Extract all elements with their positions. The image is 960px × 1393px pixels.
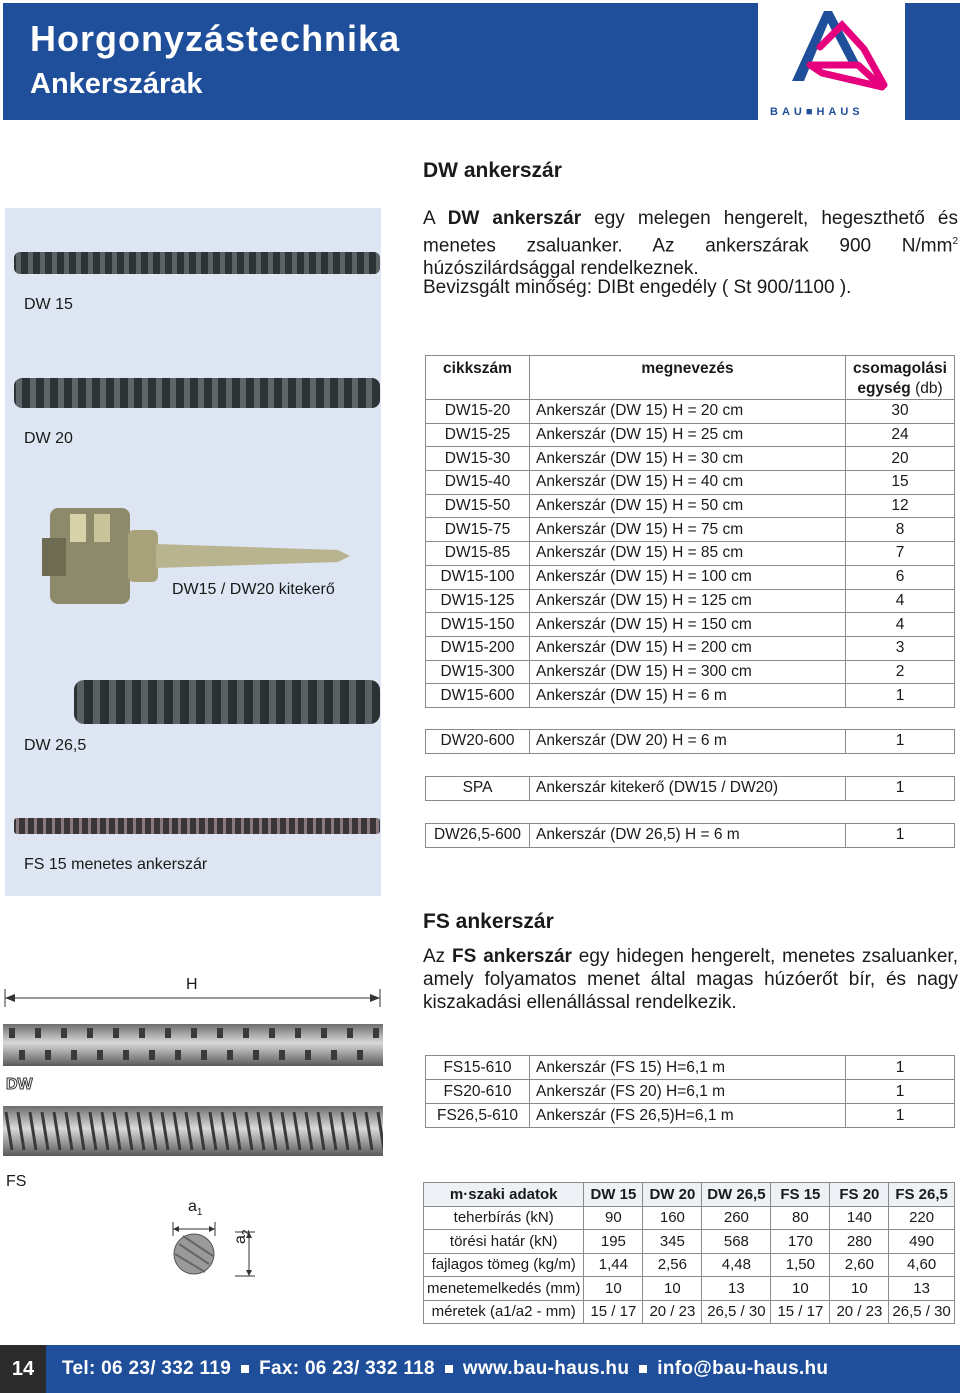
a1-letter: a (188, 1198, 197, 1215)
cell-code: DW15-20 (426, 400, 530, 424)
separator-icon (445, 1365, 453, 1373)
tech-cell: 10 (771, 1277, 830, 1301)
tech-cell: 10 (643, 1277, 702, 1301)
tech-cell: 170 (771, 1230, 830, 1254)
tech-cell: 2,60 (830, 1253, 889, 1277)
dw20-bar-image (14, 374, 380, 414)
header-qty-2: egység (857, 379, 911, 397)
fs-desc-lead: Az (423, 946, 453, 967)
footer-fax: Fax: 06 23/ 332 118 (259, 1358, 435, 1379)
table-row (426, 518, 955, 542)
bauhaus-logo-text: BAU■HAUS (770, 106, 864, 118)
tech-row (424, 1206, 955, 1230)
table-row (426, 542, 955, 566)
header-name: megnevezés (530, 356, 846, 400)
a2-label (232, 1230, 252, 1244)
tech-cell: 4,48 (702, 1253, 771, 1277)
dw-desc-rest2: húzószilárdsággal rendelkeznek. (423, 258, 699, 280)
header-qty-3: (db) (910, 379, 943, 397)
tech-cell: 2,56 (643, 1253, 702, 1277)
cell-name: Ankerszár (DW 20) H = 6 m (530, 730, 846, 754)
page-subtitle: Ankerszárak (30, 68, 203, 100)
cell-qty: 24 (846, 423, 955, 447)
cell-code: DW15-40 (426, 471, 530, 495)
tech-cell: 1,50 (771, 1253, 830, 1277)
tech-label-text: méretek (431, 1303, 486, 1321)
a2-sub: 2 (241, 1229, 253, 1236)
cell-code: DW15-200 (426, 636, 530, 660)
cell-qty: 6 (846, 565, 955, 589)
dw15-bar-image (14, 244, 380, 284)
tech-cell: 140 (830, 1206, 889, 1230)
dw-table-body (426, 400, 955, 708)
fs-diagram-label: FS (6, 1173, 27, 1190)
tech-row-label (424, 1206, 584, 1230)
tech-row-label (424, 1300, 584, 1324)
cell-code: FS20-610 (426, 1080, 530, 1104)
footer-email[interactable]: info@bau-haus.hu (657, 1358, 829, 1379)
dw-description (423, 207, 958, 280)
cell-name: Ankerszár (DW 15) H = 40 cm (530, 471, 846, 495)
fs-product-table (425, 1055, 955, 1128)
fs-description (423, 945, 958, 1014)
tech-header-label: m·szaki adatok (424, 1183, 584, 1207)
tech-data-table (423, 1182, 955, 1324)
spa-table (425, 776, 955, 801)
tech-header-col: DW 26,5 (702, 1183, 771, 1207)
cell-code: DW15-125 (426, 589, 530, 613)
puller-label: DW15 / DW20 kitekerő (172, 581, 335, 598)
cell-name: Ankerszár (DW 15) H = 150 cm (530, 613, 846, 637)
cell-name: Ankerszár (FS 20) H=6,1 m (530, 1080, 846, 1104)
fs-desc-bold: FS ankerszár (452, 946, 572, 967)
cell-name: Ankerszár (DW 15) H = 20 cm (530, 400, 846, 424)
table-row (426, 636, 955, 660)
tech-label-text: törési határ (449, 1232, 525, 1250)
tech-table-body (424, 1206, 955, 1324)
tech-cell: 345 (643, 1230, 702, 1254)
h-dimension-label: H (186, 976, 198, 993)
cell-code: DW20-600 (426, 730, 530, 754)
tech-cell: 195 (584, 1230, 643, 1254)
tech-header-col: FS 20 (830, 1183, 889, 1207)
tech-row (424, 1253, 955, 1277)
table-header-row (426, 356, 955, 400)
tech-row (424, 1300, 955, 1324)
tech-row-label (424, 1253, 584, 1277)
footer-contact (62, 1358, 828, 1380)
cross-section-diagram (165, 1216, 265, 1282)
header-qty-1: csomagolási (853, 359, 947, 377)
dw20-label: DW 20 (24, 430, 73, 447)
page-number: 14 (0, 1345, 46, 1393)
fs15-label: FS 15 menetes ankerszár (24, 856, 208, 873)
tech-label-text: menetemelkedés (427, 1279, 542, 1297)
cell-qty: 30 (846, 400, 955, 424)
tech-header-col: FS 15 (771, 1183, 830, 1207)
table-row (426, 589, 955, 613)
tech-cell: 260 (702, 1206, 771, 1230)
cell-qty: 1 (846, 1104, 955, 1128)
cell-name: Ankerszár (DW 26,5) H = 6 m (530, 824, 846, 848)
dw-desc-lead: A (423, 208, 448, 229)
bauhaus-logo-icon (762, 3, 902, 103)
cell-name: Ankerszár (DW 15) H = 100 cm (530, 565, 846, 589)
cell-name: Ankerszár (DW 15) H = 75 cm (530, 518, 846, 542)
dw265-label: DW 26,5 (24, 737, 87, 754)
tech-header-row (424, 1183, 955, 1207)
footer-web[interactable]: www.bau-haus.hu (462, 1358, 630, 1379)
tech-label-unit: (mm) (541, 1279, 581, 1297)
tech-label-text: teherbírás (453, 1209, 522, 1227)
tech-cell: 10 (584, 1277, 643, 1301)
cell-qty: 2 (846, 660, 955, 684)
tech-cell: 1,44 (584, 1253, 643, 1277)
table-row (426, 565, 955, 589)
tech-cell: 220 (889, 1206, 954, 1230)
cell-qty: 1 (846, 1080, 955, 1104)
fs15-bar-image (14, 812, 380, 840)
dw-desc-bold: DW ankerszár (447, 208, 582, 229)
cell-name: Ankerszár (FS 26,5)H=6,1 m (530, 1104, 846, 1128)
cell-qty: 4 (846, 589, 955, 613)
cell-code: DW15-85 (426, 542, 530, 566)
header-qty (846, 356, 955, 400)
cell-qty: 8 (846, 518, 955, 542)
cell-code: DW15-25 (426, 423, 530, 447)
bauhaus-logo (762, 3, 902, 120)
table-row (426, 1080, 955, 1104)
cell-name: Ankerszár (DW 15) H = 85 cm (530, 542, 846, 566)
cell-name: Ankerszár (DW 15) H = 50 cm (530, 494, 846, 518)
tech-label-unit: (kN) (524, 1232, 558, 1250)
cell-qty: 1 (846, 730, 955, 754)
tech-cell: 13 (702, 1277, 771, 1301)
tech-label-unit: (kN) (521, 1209, 554, 1227)
tech-header-col: DW 20 (643, 1183, 702, 1207)
tech-cell: 280 (830, 1230, 889, 1254)
fs-section-heading: FS ankerszár (423, 910, 554, 933)
cell-qty: 1 (846, 824, 955, 848)
table-row (426, 494, 955, 518)
tech-cell: 4,60 (889, 1253, 954, 1277)
header-code: cikkszám (426, 356, 530, 400)
cell-qty: 3 (846, 636, 955, 660)
dw265-table (425, 823, 955, 848)
tech-cell: 568 (702, 1230, 771, 1254)
table-row (426, 613, 955, 637)
cell-qty: 20 (846, 447, 955, 471)
tech-header-col: FS 26,5 (889, 1183, 954, 1207)
cell-name: Ankerszár (DW 15) H = 6 m (530, 684, 846, 708)
cell-qty: 7 (846, 542, 955, 566)
fs-table-body (426, 1056, 955, 1128)
dw20-table (425, 729, 955, 754)
table-row (426, 824, 955, 848)
cell-qty: 15 (846, 471, 955, 495)
cell-name: Ankerszár (DW 15) H = 125 cm (530, 589, 846, 613)
separator-icon (639, 1365, 647, 1373)
cell-qty: 1 (846, 684, 955, 708)
table-row (426, 777, 955, 801)
tech-row (424, 1277, 955, 1301)
tech-cell: 26,5 / 30 (889, 1300, 954, 1324)
cell-qty: 1 (846, 777, 955, 801)
tech-label-unit: (a1/a2 - mm) (485, 1303, 576, 1321)
tech-cell: 13 (889, 1277, 954, 1301)
table-row (426, 423, 955, 447)
h-dimension-arrow (3, 985, 383, 1009)
cell-name: Ankerszár (FS 15) H=6,1 m (530, 1056, 846, 1080)
cell-qty: 12 (846, 494, 955, 518)
a2-letter: a (232, 1235, 249, 1244)
a1-sub: 1 (196, 1207, 203, 1219)
cell-code: DW15-100 (426, 565, 530, 589)
cell-qty: 4 (846, 613, 955, 637)
dw-quality-text: Bevizsgált minőség: DIBt engedély ( St 900/1100 ). (423, 277, 852, 298)
cell-name: Ankerszár (DW 15) H = 30 cm (530, 447, 846, 471)
cell-qty: 1 (846, 1056, 955, 1080)
footer-tel: Tel: 06 23/ 332 119 (62, 1358, 232, 1379)
dw-diagram-label: DW (6, 1076, 33, 1093)
cell-code: DW15-600 (426, 684, 530, 708)
tech-row-label (424, 1277, 584, 1301)
cell-code: DW15-150 (426, 613, 530, 637)
table-row (426, 660, 955, 684)
tech-label-unit: (kg/m) (529, 1256, 576, 1274)
tech-label-text: fajlagos tömeg (431, 1256, 530, 1274)
cell-name: Ankerszár (DW 15) H = 200 cm (530, 636, 846, 660)
cell-name: Ankerszár kitekerő (DW15 / DW20) (530, 777, 846, 801)
cell-name: Ankerszár (DW 15) H = 25 cm (530, 423, 846, 447)
table-row (426, 1056, 955, 1080)
dw-product-table (425, 355, 955, 708)
page-title: Horgonyzástechnika (30, 18, 401, 59)
separator-icon (241, 1365, 249, 1373)
dw15-label: DW 15 (24, 296, 73, 313)
tech-row (424, 1230, 955, 1254)
table-row (426, 447, 955, 471)
fs-diagram-bar (3, 1106, 383, 1156)
table-row (426, 684, 955, 708)
dw-diagram-bar (3, 1024, 383, 1066)
cell-code: DW15-50 (426, 494, 530, 518)
tech-cell: 15 / 17 (771, 1300, 830, 1324)
table-row (426, 471, 955, 495)
table-row (426, 1104, 955, 1128)
cell-code: DW26,5-600 (426, 824, 530, 848)
cell-code: DW15-75 (426, 518, 530, 542)
tech-cell: 26,5 / 30 (702, 1300, 771, 1324)
header-banner-right (905, 3, 960, 120)
tech-cell: 160 (643, 1206, 702, 1230)
cell-code: FS15-610 (426, 1056, 530, 1080)
dw-section-heading: DW ankerszár (423, 159, 562, 182)
tech-header-col: DW 15 (584, 1183, 643, 1207)
tech-cell: 490 (889, 1230, 954, 1254)
dw265-bar-image (74, 676, 380, 728)
tech-cell: 10 (830, 1277, 889, 1301)
cell-code: SPA (426, 777, 530, 801)
cell-code: DW15-30 (426, 447, 530, 471)
table-row (426, 400, 955, 424)
tech-cell: 20 / 23 (830, 1300, 889, 1324)
tech-cell: 90 (584, 1206, 643, 1230)
tech-cell: 15 / 17 (584, 1300, 643, 1324)
table-row (426, 730, 955, 754)
tech-cell: 80 (771, 1206, 830, 1230)
fs-desc-rest: egy hidegen hengerelt, menetes zsaluanker, amely folyamatos menet által magas húzóerőt bír, és nagy kiszakadási ellenállással rendelkezik. (423, 946, 958, 1013)
dw-desc-rest: egy melegen hengerelt, hegeszthető és menetes zsaluanker. Az ankerszárak 900 N/mm (423, 208, 958, 257)
tech-cell: 20 / 23 (643, 1300, 702, 1324)
cell-name: Ankerszár (DW 15) H = 300 cm (530, 660, 846, 684)
cell-code: DW15-300 (426, 660, 530, 684)
tech-row-label (424, 1230, 584, 1254)
dw-desc-sup: 2 (952, 236, 958, 247)
cell-code: FS26,5-610 (426, 1104, 530, 1128)
